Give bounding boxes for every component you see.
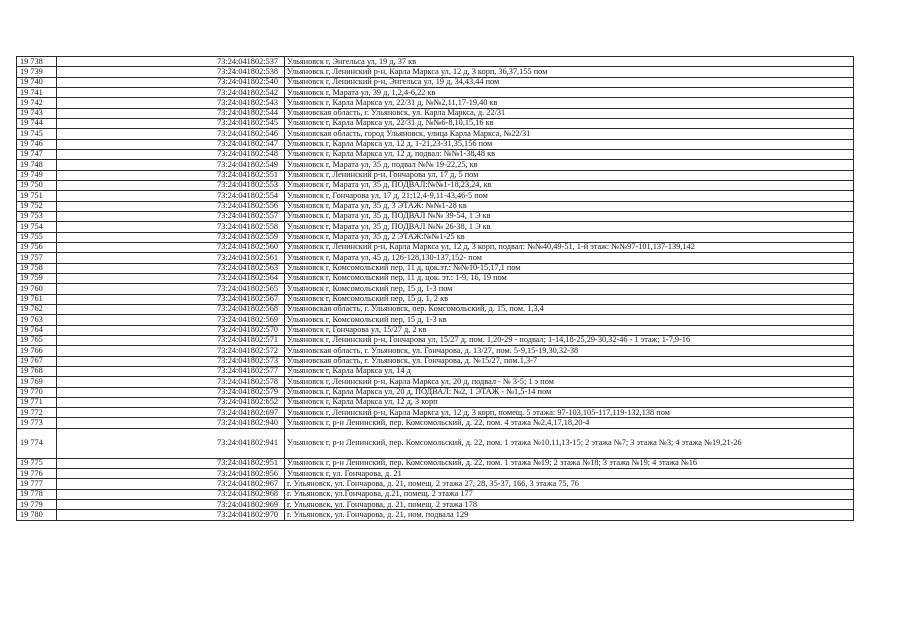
table-row (17, 191, 854, 201)
cadastral-number-cell: 73:24:041802:940 (57, 418, 285, 428)
address-cell: Ульяновская область, город Ульяновск, улица Карла Маркса, №22/31 (285, 129, 854, 139)
cadastral-number-cell: 73:24:041802:573 (57, 356, 285, 366)
address-cell: Ульяновская область, г. Ульяновск, пер. Комсомольский, д. 15, пом. 1,3,4 (285, 304, 854, 314)
address-cell: Ульяновск г, Ленинский р-н, Карла Маркса ул, 12 д, 3 корп, помещ. 5 этажа: 97-103,105-117,119-132,138 пом (285, 408, 854, 418)
table-row (17, 211, 854, 221)
table-row (17, 284, 854, 294)
table-row (17, 294, 854, 304)
cadastral-number-cell: 73:24:041802:951 (57, 458, 285, 468)
row-number-cell: 19 765 (17, 335, 57, 345)
row-number-cell: 19 758 (17, 263, 57, 273)
row-number-cell: 19 780 (17, 510, 57, 520)
address-cell: Ульяновская область, г. Ульяновск, ул. Карла Маркса, д. 22/31 (285, 108, 854, 118)
table-row (17, 180, 854, 190)
cadastral-number-cell: 73:24:041802:540 (57, 77, 285, 87)
address-cell: Ульяновск г, Марата ул, 35 д, 2 ЭТАЖ:№№1-25 кв (285, 232, 854, 242)
table-row (17, 77, 854, 87)
row-number-cell: 19 761 (17, 294, 57, 304)
address-cell: Ульяновск г, Ленинский р-н, Энгельса ул, 19 д, 34,43,44 пом (285, 77, 854, 87)
row-number-cell: 19 777 (17, 479, 57, 489)
table-row (17, 510, 854, 520)
cadastral-number-cell: 73:24:041802:563 (57, 263, 285, 273)
cadastral-number-cell: 73:24:041802:548 (57, 149, 285, 159)
address-cell: Ульяновск г, Марата ул, 39 д, 1,2,4-6,22 кв (285, 87, 854, 97)
address-cell: Ульяновск г, Комсомольский пер, 15 д, 1, 2 кв (285, 294, 854, 304)
address-cell: г. Ульяновск, ул. Гончарова, д. 21, ном. подвала 129 (285, 510, 854, 520)
table-row (17, 263, 854, 273)
table-row (17, 366, 854, 376)
address-cell: Ульяновск г, Карла Маркса ул, 22/31 д, №№6-8,10,15,16 кв (285, 118, 854, 128)
table-row (17, 67, 854, 77)
table-row (17, 149, 854, 159)
table-row (17, 87, 854, 97)
row-number-cell: 19 764 (17, 325, 57, 335)
cadastral-number-cell: 73:24:041802:542 (57, 87, 285, 97)
table-row (17, 408, 854, 418)
table-row (17, 139, 854, 149)
cadastral-number-cell: 73:24:041802:558 (57, 222, 285, 232)
address-cell: Ульяновск г, Комсомольский пер, 11 д, цок. эт.: 1-9, 16, 19 пом (285, 273, 854, 283)
cadastral-number-cell: 73:24:041802:551 (57, 170, 285, 180)
cadastral-number-cell: 73:24:041802:578 (57, 377, 285, 387)
address-cell: Ульяновск г, Карла Маркса ул, 22/31 д, №№2,11,17-19,40 кв (285, 98, 854, 108)
cadastral-number-cell: 73:24:041802:553 (57, 180, 285, 190)
row-number-cell: 19 745 (17, 129, 57, 139)
cadastral-number-cell: 73:24:041802:969 (57, 500, 285, 510)
row-number-cell: 19 747 (17, 149, 57, 159)
table-row (17, 500, 854, 510)
row-number-cell: 19 778 (17, 489, 57, 499)
cadastral-number-cell: 73:24:041802:545 (57, 118, 285, 128)
row-number-cell: 19 760 (17, 284, 57, 294)
table-row (17, 315, 854, 325)
table-row (17, 170, 854, 180)
row-number-cell: 19 759 (17, 273, 57, 283)
cadastral-number-cell: 73:24:041802:543 (57, 98, 285, 108)
cadastral-number-cell: 73:24:041802:652 (57, 397, 285, 407)
table-row (17, 232, 854, 242)
table-row (17, 57, 854, 67)
row-number-cell: 19 748 (17, 160, 57, 170)
address-cell: Ульяновск г, Карла Маркса ул, 20 д, ПОДВАЛ: №2, 1 ЭТАЖ - №1,5-14 пом (285, 387, 854, 397)
cadastral-register-table (16, 56, 854, 521)
row-number-cell: 19 754 (17, 222, 57, 232)
row-number-cell: 19 776 (17, 469, 57, 479)
table-row (17, 242, 854, 252)
cadastral-number-cell: 73:24:041802:956 (57, 469, 285, 479)
table-row (17, 397, 854, 407)
address-cell: Ульяновская область, г. Ульяновск, ул. Гончарова, д. 13/27, пом. 5-9,15-19,30,32-38 (285, 346, 854, 356)
row-number-cell: 19 746 (17, 139, 57, 149)
cadastral-number-cell: 73:24:041802:544 (57, 108, 285, 118)
address-cell: Ульяновск г, Ленинский р-н, Карла Маркса ул, 20 д, подвал - № 3-5; 1 э пом (285, 377, 854, 387)
row-number-cell: 19 749 (17, 170, 57, 180)
row-number-cell: 19 773 (17, 418, 57, 428)
table-row (17, 118, 854, 128)
cadastral-number-cell: 73:24:041802:546 (57, 129, 285, 139)
row-number-cell: 19 775 (17, 458, 57, 468)
table-body (17, 57, 854, 521)
table-row (17, 377, 854, 387)
row-number-cell: 19 757 (17, 253, 57, 263)
row-number-cell: 19 751 (17, 191, 57, 201)
address-cell: Ульяновск г, Марата ул, 35 д, ПОДВАЛ №№ 39-54, 1 Э кв (285, 211, 854, 221)
row-number-cell: 19 742 (17, 98, 57, 108)
address-cell: Ульяновск г, р-н Ленинский, пер. Комсомольский, д. 22, пом. 1 этажа №19; 2 этажа №18; 3 этажа №19; 4 этажа №16 (285, 458, 854, 468)
cadastral-number-cell: 73:24:041802:537 (57, 57, 285, 67)
row-number-cell: 19 753 (17, 211, 57, 221)
table-row (17, 98, 854, 108)
table-row (17, 418, 854, 428)
address-cell: Ульяновск г, Карла Маркса ул, 12 д, 1-21,23-31,35,156 пом (285, 139, 854, 149)
row-number-cell: 19 744 (17, 118, 57, 128)
table-row (17, 253, 854, 263)
address-cell: Ульяновск г, Марата ул, 35 д, ПОДВАЛ:№№1-18,23,24, кв (285, 180, 854, 190)
cadastral-number-cell: 73:24:041802:697 (57, 408, 285, 418)
address-cell: Ульяновск г, Ленинский р-н, Гончарова ул, 15/27 д, пом. 1,20-29 - подвал; 1-14,18-25,29-30,32-46 - 1 этаж; 1-7,9-16 (285, 335, 854, 345)
cadastral-number-cell: 73:24:041802:564 (57, 273, 285, 283)
cadastral-number-cell: 73:24:041802:569 (57, 315, 285, 325)
address-cell: г. Ульяновск, ул. Гончарова, д. 21, помещ. 2 этажа 27, 28, 35-37, 166, 3 этажа 75, 76 (285, 479, 854, 489)
cadastral-number-cell: 73:24:041802:968 (57, 489, 285, 499)
table-row (17, 479, 854, 489)
cadastral-number-cell: 73:24:041802:557 (57, 211, 285, 221)
cadastral-number-cell: 73:24:041802:538 (57, 67, 285, 77)
cadastral-number-cell: 73:24:041802:547 (57, 139, 285, 149)
address-cell: г. Ульяновск, ул.Гончарова, д.21, помещ. 2 этажа 177 (285, 489, 854, 499)
table-row (17, 129, 854, 139)
address-cell: Ульяновск г, Гончарова ул, 17 д, 21;12,4-9,11-43,46-5 пом (285, 191, 854, 201)
cadastral-number-cell: 73:24:041802:559 (57, 232, 285, 242)
address-cell: Ульяновск г, Энгельса ул, 19 д, 37 кв (285, 57, 854, 67)
address-cell: Ульяновск г, Карла Маркса ул, 14 д (285, 366, 854, 376)
cadastral-number-cell: 73:24:041802:567 (57, 294, 285, 304)
row-number-cell: 19 774 (17, 428, 57, 458)
cadastral-number-cell: 73:24:041802:577 (57, 366, 285, 376)
table-row (17, 458, 854, 468)
cadastral-number-cell: 73:24:041802:561 (57, 253, 285, 263)
address-cell: Ульяновск г, Карла Маркса ул, 12 д, подвал: №№1-38,48 кв (285, 149, 854, 159)
cadastral-number-cell: 73:24:041802:572 (57, 346, 285, 356)
address-cell: Ульяновск г, Комсомольский пер, 15 д, 1-3 пом (285, 284, 854, 294)
table-row (17, 108, 854, 118)
cadastral-number-cell: 73:24:041802:941 (57, 428, 285, 458)
row-number-cell: 19 755 (17, 232, 57, 242)
cadastral-number-cell: 73:24:041802:967 (57, 479, 285, 489)
row-number-cell: 19 766 (17, 346, 57, 356)
address-cell: Ульяновск г, р-н Ленинский, пер. Комсомольский, д. 22, пом. 1 этажа №10,11,13-15; 2 этажа №7; 3 этажа №3; 4 этажа №19,21-26 (285, 428, 854, 458)
table-row (17, 325, 854, 335)
row-number-cell: 19 769 (17, 377, 57, 387)
row-number-cell: 19 756 (17, 242, 57, 252)
address-cell: Ульяновск г, Гончарова ул, 15/27 д, 2 кв (285, 325, 854, 335)
table-row (17, 489, 854, 499)
cadastral-number-cell: 73:24:041802:970 (57, 510, 285, 520)
table-row (17, 160, 854, 170)
row-number-cell: 19 738 (17, 57, 57, 67)
row-number-cell: 19 771 (17, 397, 57, 407)
address-cell: Ульяновск г, Марата ул, 35 д, ПОДВАЛ №№ 26-38, 1 Э кв (285, 222, 854, 232)
table-row (17, 469, 854, 479)
cadastral-number-cell: 73:24:041802:570 (57, 325, 285, 335)
cadastral-number-cell: 73:24:041802:549 (57, 160, 285, 170)
table-row (17, 428, 854, 458)
address-cell: Ульяновск г, Комсомольский пер, 11 д, цок.эт.: №№10-15,17,1 пом (285, 263, 854, 273)
row-number-cell: 19 743 (17, 108, 57, 118)
row-number-cell: 19 768 (17, 366, 57, 376)
row-number-cell: 19 750 (17, 180, 57, 190)
address-cell: Ульяновск г, Марата ул, 45 д, 126-128,130-137,152- пом (285, 253, 854, 263)
cadastral-number-cell: 73:24:041802:571 (57, 335, 285, 345)
table-row (17, 201, 854, 211)
table-row (17, 346, 854, 356)
row-number-cell: 19 772 (17, 408, 57, 418)
address-cell: Ульяновск г, Ленинский р-н, Карла Маркса ул, 12 д, 3 корп, подвал: №№40,49-51, 1-й этаж: №№97-101,137-139,142 (285, 242, 854, 252)
address-cell: Ульяновск г, р-н Ленинский, пер. Комсомольский, д. 22, пом. 4 этажа №2,4,17,18,20-4 (285, 418, 854, 428)
address-cell: Ульяновская область, г. Ульяновск, ул. Гончарова, д. №15/27, пом.1,3-7 (285, 356, 854, 366)
cadastral-number-cell: 73:24:041802:565 (57, 284, 285, 294)
address-cell: Ульяновск г, Ленинский р-н, Гончарова ул, 17 д, 5 пом (285, 170, 854, 180)
cadastral-number-cell: 73:24:041802:568 (57, 304, 285, 314)
table-row (17, 335, 854, 345)
table-row (17, 387, 854, 397)
address-cell: Ульяновск г, Комсомольский пер, 15 д, 1-3 кв (285, 315, 854, 325)
row-number-cell: 19 767 (17, 356, 57, 366)
cadastral-number-cell: 73:24:041802:554 (57, 191, 285, 201)
address-cell: г. Ульяновск, ул. Гончарова, д. 21, помещ. 2 этажа 178 (285, 500, 854, 510)
row-number-cell: 19 740 (17, 77, 57, 87)
address-cell: Ульяновск г, Марата ул, 35 д, подвал №№ 19-22,25, кв (285, 160, 854, 170)
row-number-cell: 19 739 (17, 67, 57, 77)
table-row (17, 222, 854, 232)
row-number-cell: 19 741 (17, 87, 57, 97)
address-cell: Ульяновск г, ул. Гончарова, д. 21 (285, 469, 854, 479)
table-row (17, 304, 854, 314)
cadastral-number-cell: 73:24:041802:579 (57, 387, 285, 397)
row-number-cell: 19 779 (17, 500, 57, 510)
address-cell: Ульяновск г, Ленинский р-н, Карла Маркса ул, 12 д, 3 корп, 36,37,155 пом (285, 67, 854, 77)
row-number-cell: 19 763 (17, 315, 57, 325)
address-cell: Ульяновск г, Карла Маркса ул, 12 д, 3 корп (285, 397, 854, 407)
cadastral-number-cell: 73:24:041802:560 (57, 242, 285, 252)
row-number-cell: 19 752 (17, 201, 57, 211)
row-number-cell: 19 770 (17, 387, 57, 397)
row-number-cell: 19 762 (17, 304, 57, 314)
table-row (17, 273, 854, 283)
cadastral-number-cell: 73:24:041802:556 (57, 201, 285, 211)
table-row (17, 356, 854, 366)
address-cell: Ульяновск г, Марата ул, 35 д, 3 ЭТАЖ: №№1-28 кв (285, 201, 854, 211)
